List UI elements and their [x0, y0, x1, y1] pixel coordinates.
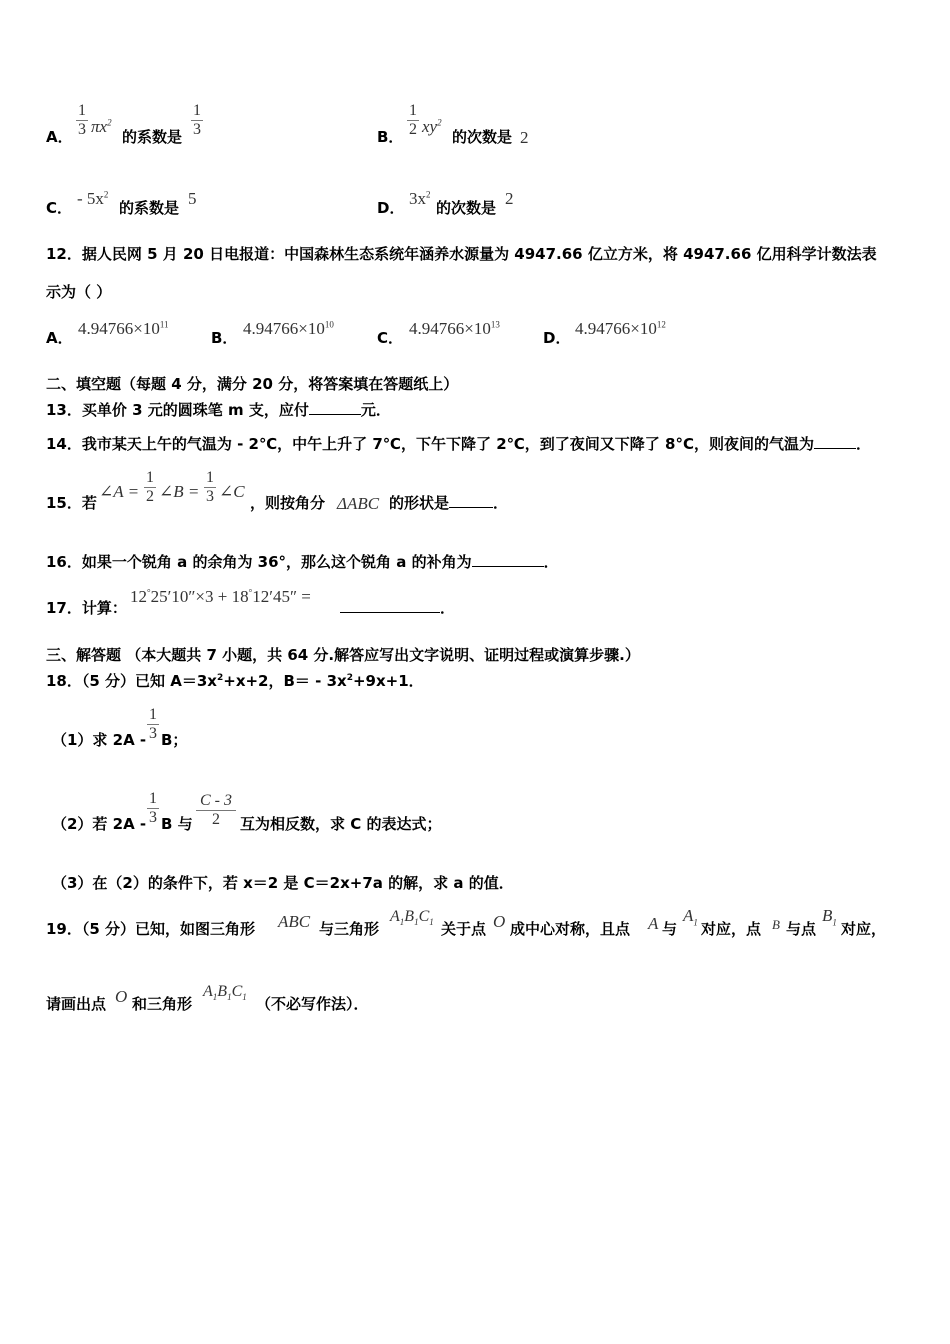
fraction — [76, 103, 88, 138]
section-title-fill-in: 二、填空题（每题 4 分，满分 20 分，将答案填在答题纸上） — [46, 375, 459, 393]
fraction-third — [204, 470, 216, 505]
denominator: 2 — [212, 811, 220, 828]
fraction — [147, 707, 159, 742]
q19-text: 与 — [662, 920, 678, 938]
numerator: C - 3 — [200, 792, 232, 809]
answer-blank[interactable] — [309, 414, 361, 415]
option-label: D． — [377, 199, 405, 217]
q12-stem-line2: 示为（ ） — [46, 283, 112, 301]
option-text: 的系数是 — [122, 128, 183, 146]
scientific-value: $4.94766\times 10^{10}$ — [243, 319, 334, 338]
q19-line2-suffix: （不必写作法）． — [256, 995, 369, 1013]
q19-text: 关于点 — [441, 920, 487, 938]
numerator: 1 — [149, 706, 157, 723]
answer-blank[interactable] — [340, 612, 440, 613]
q14: 14．我市某天上午的气温为 - 2℃，中午上升了 7℃，下午下降了 2℃，到了夜间又下降了 8°C，则夜间的气温为 ． — [46, 435, 871, 453]
option-label: B． — [211, 329, 238, 347]
q19-text: 对应，点 — [701, 920, 762, 938]
triangle-a1b1c1: $A_1B_1C_1$ — [203, 983, 247, 1003]
section-title-solve: 三、解答题 （本大题共 7 小题，共 64 分.解答应写出文字说明、证明过程或演算步骤.） — [46, 646, 640, 664]
point-a: A — [648, 914, 659, 933]
math-term: $\pi x^2$ — [91, 117, 112, 136]
option-label: B． — [377, 128, 404, 146]
numerator: 1 — [146, 469, 154, 486]
denominator: 2 — [409, 121, 417, 138]
fraction — [147, 791, 159, 826]
denominator: 3 — [78, 121, 86, 138]
option-label: A． — [46, 329, 73, 347]
q15-mid-text: ，则按角分 — [250, 494, 326, 512]
q19-line2-prefix: 请画出点 — [46, 995, 107, 1013]
part-prefix: （1）求 2A - — [52, 731, 147, 749]
numerator: 1 — [78, 102, 86, 119]
denominator: 2 — [146, 488, 154, 505]
option-text: 的次数是 — [452, 128, 513, 146]
point-o: O — [115, 987, 128, 1006]
math-term: - $5x^2$ — [77, 189, 109, 208]
triangle-abc: ΔABC — [337, 494, 380, 513]
triangle-abc: ABC — [278, 912, 311, 931]
option-value: 2 — [505, 189, 514, 208]
q19-text: 与三角形 — [319, 920, 380, 938]
option-label: A． — [46, 128, 73, 146]
answer-blank[interactable] — [472, 566, 544, 567]
option-label: D． — [543, 329, 571, 347]
denominator: 3 — [193, 121, 201, 138]
q17-prefix: 17．计算： — [46, 599, 127, 617]
numerator: 1 — [206, 469, 214, 486]
point-b1: $B_1$ — [822, 906, 837, 928]
fraction — [407, 103, 419, 138]
denominator: 3 — [149, 725, 157, 742]
point-a1: $A_1$ — [683, 906, 698, 928]
scientific-value: $4.94766\times 10^{13}$ — [409, 319, 500, 338]
q19-text: 对应， — [841, 920, 887, 938]
option-text: 的次数是 — [436, 199, 497, 217]
numerator: 1 — [193, 102, 201, 119]
option-value: 5 — [188, 189, 197, 208]
numerator: 1 — [409, 102, 417, 119]
q19-text: 成中心对称，且点 — [510, 920, 631, 938]
q15-prefix: 15．若 — [46, 494, 97, 512]
fraction-c-minus-3 — [196, 793, 236, 828]
fraction-half — [144, 470, 156, 505]
q19-prefix: 19．（5 分）已知，如图三角形 — [46, 920, 256, 938]
q19-text: 与点 — [786, 920, 817, 938]
q19-text: 和三角形 — [132, 995, 193, 1013]
angle-b: ∠B = — [159, 482, 200, 501]
math-term: $xy^2$ — [422, 117, 442, 136]
numerator: 1 — [149, 790, 157, 807]
option-text: 的系数是 — [119, 199, 180, 217]
point-o: O — [493, 912, 506, 931]
option-value: 2 — [520, 128, 529, 147]
part-mid: B 与 — [161, 815, 193, 833]
denominator: 3 — [149, 809, 157, 826]
part-prefix: （2）若 2A - — [52, 815, 147, 833]
denominator: 3 — [206, 488, 214, 505]
fraction — [191, 103, 203, 138]
option-label: C． — [377, 329, 404, 347]
q16: 16．如果一个锐角 a 的余角为 36°，那么这个锐角 a 的补角为 ． — [46, 553, 559, 571]
option-label: C． — [46, 199, 73, 217]
q13: 13．买单价 3 元的圆珠笔 m 支，应付 元． — [46, 401, 391, 419]
math-term: $3x^2$ — [409, 189, 431, 208]
answer-blank[interactable] — [814, 448, 856, 449]
q17-suffix: ． — [340, 601, 455, 616]
q15-suffix: 的形状是 ． — [389, 494, 509, 512]
scientific-value: $4.94766\times 10^{11}$ — [78, 319, 169, 338]
answer-blank[interactable] — [449, 507, 493, 508]
angle-a: ∠A = — [99, 482, 140, 501]
triangle-a1b1c1: $A_1B_1C_1$ — [390, 908, 434, 928]
q12-stem-line1: 12．据人民网 5 月 20 日电报道：中国森林生态系统年涵养水源量为 4947.66 亿立方米，将 4947.66 亿用科学计数法表 — [46, 245, 877, 263]
part-suffix: 互为相反数，求 C 的表达式； — [240, 815, 442, 833]
scientific-value: $4.94766\times 10^{12}$ — [575, 319, 666, 338]
q17-expression: 12°25′10″×3 + 18°12′45″ = — [130, 587, 311, 606]
angle-c: ∠C — [219, 482, 245, 501]
point-b: B — [772, 917, 780, 932]
q18-header: 18．（5 分）已知 $A=3x^2+x+2$，$B= - 3x^2+9x+1$． — [46, 672, 424, 690]
q18-part3: （3）在（2）的条件下，若 x＝2 是 C＝2x+7a 的解，求 a 的值． — [52, 874, 514, 892]
part-suffix: B； — [161, 731, 188, 749]
